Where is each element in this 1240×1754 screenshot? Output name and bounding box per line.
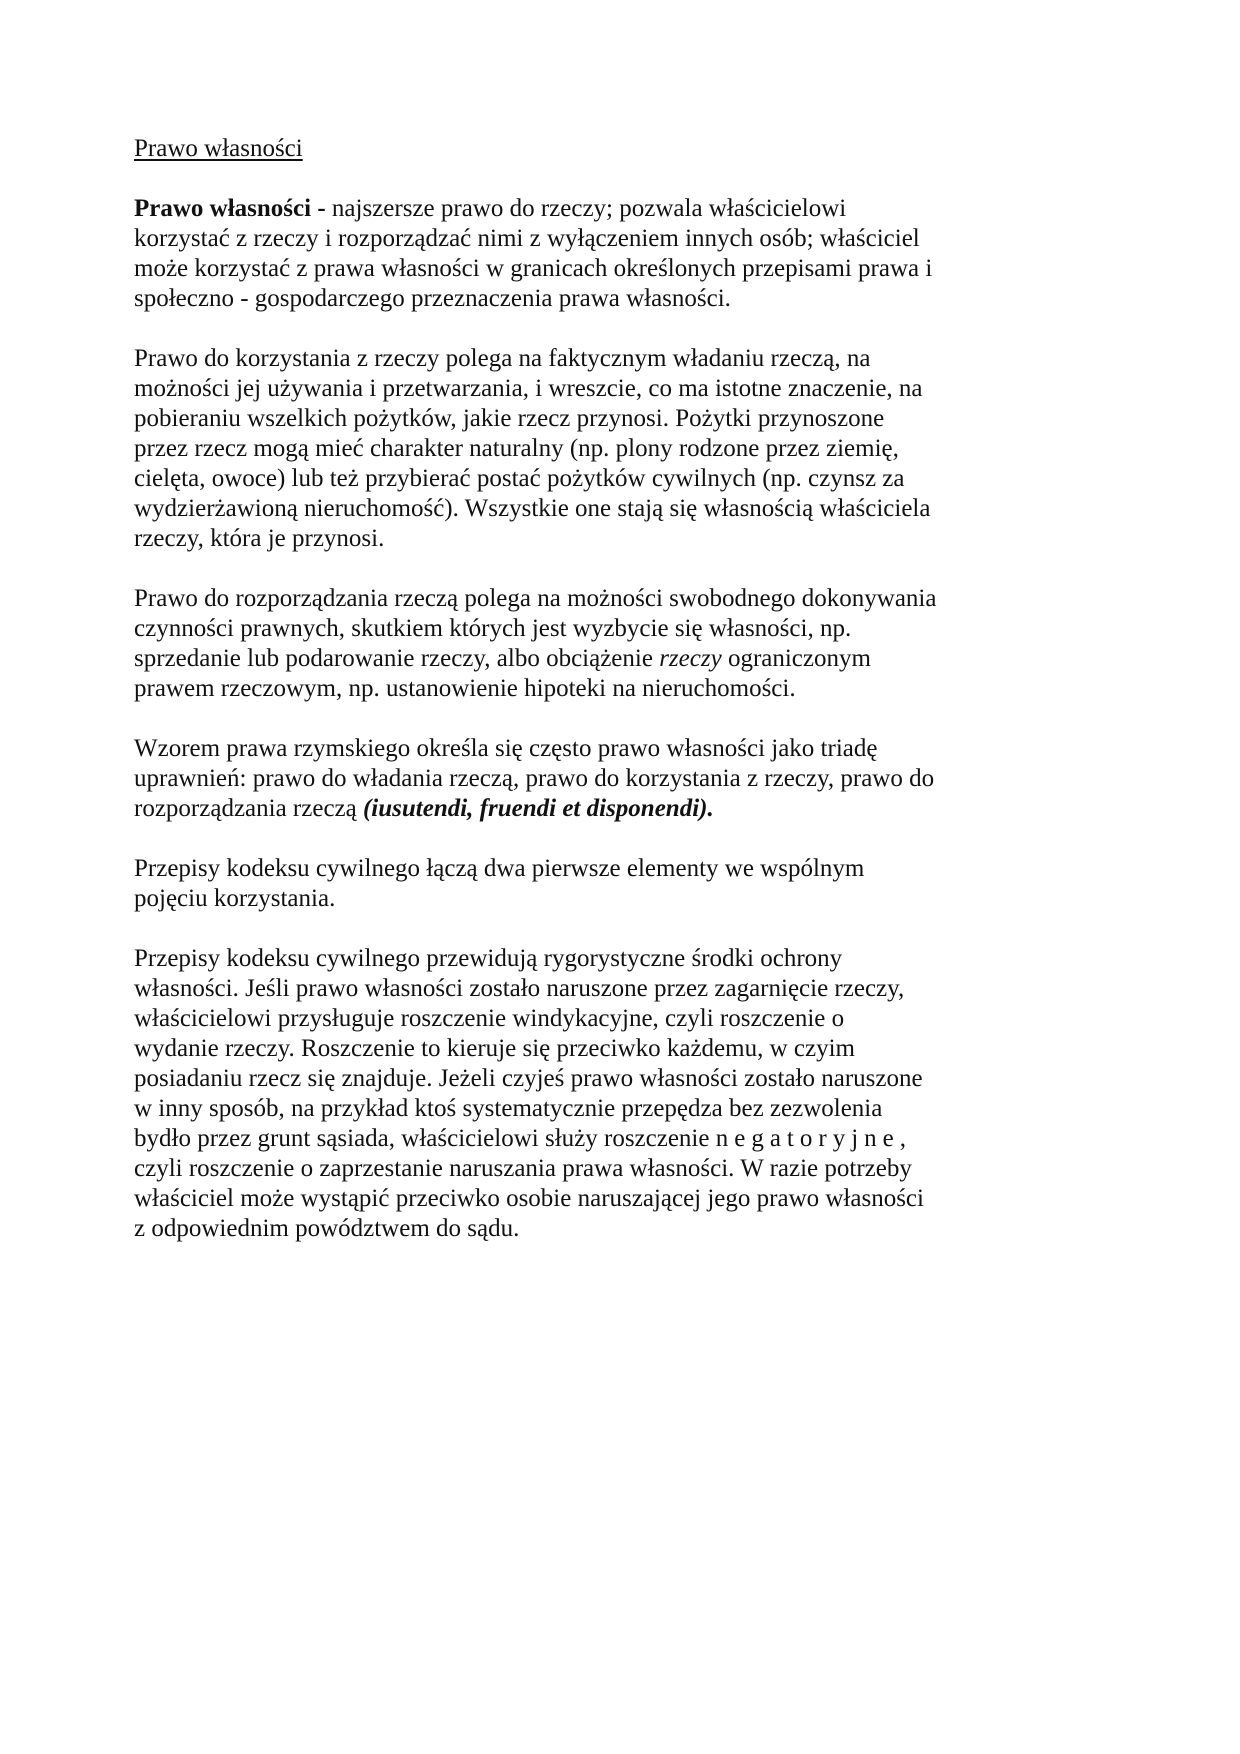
text-run: pobieraniu wszelkich pożytków, jakie rzecz przynosi. Pożytki przynoszone	[134, 405, 885, 432]
text-line	[134, 284, 1094, 314]
text-line	[134, 854, 1094, 884]
text-line	[134, 644, 1094, 674]
text-line	[134, 1124, 1094, 1154]
text-run: posiadaniu rzecz się znajduje. Jeżeli czyjeś prawo własności zostało naruszone	[134, 1065, 923, 1092]
text-run: w inny sposób, na przykład ktoś systematycznie przepędza bez zezwolenia	[134, 1095, 883, 1122]
text-line	[134, 464, 1094, 494]
text-run: uprawnień: prawo do władania rzeczą, prawo do korzystania z rzeczy, prawo do	[134, 765, 935, 792]
text-line	[134, 224, 1094, 254]
text-run: ograniczonym	[721, 645, 871, 672]
text-line	[134, 614, 1094, 644]
text-run: Przepisy kodeksu cywilnego przewidują rygorystyczne środki ochrony	[134, 945, 843, 972]
text-run: Wzorem prawa rzymskiego określa się często prawo własności jako triadę	[134, 735, 878, 762]
text-run: rzeczy, która je przynosi.	[134, 525, 385, 552]
text-line	[134, 584, 1094, 614]
text-run: cielęta, owoce) lub też przybierać postać pożytków cywilnych (np. czynsz za	[134, 465, 905, 492]
text-run: przez rzecz mogą mieć charakter naturalny (np. plony rodzone przez ziemię,	[134, 435, 899, 462]
text-line	[134, 884, 1094, 914]
text-line	[134, 944, 1094, 974]
text-run: właścicielowi przysługuje roszczenie windykacyjne, czyli roszczenie o	[134, 1005, 845, 1032]
styled-text-run: (iusutendi, fruendi et disponendi).	[362, 795, 714, 822]
paragraph-4	[134, 734, 1094, 824]
text-run: rozporządzania rzeczą	[134, 795, 363, 822]
text-run: bydło przez grunt sąsiada, właścicielowi służy roszczenie	[134, 1125, 716, 1152]
styled-text-run: rzeczy	[659, 645, 722, 672]
styled-text-run: negatoryjne	[715, 1125, 900, 1152]
text-line	[134, 974, 1094, 1004]
paragraph-1	[134, 194, 1094, 314]
document-body	[134, 194, 1094, 1244]
paragraph-6	[134, 944, 1094, 1244]
text-line	[134, 524, 1094, 554]
text-line	[134, 194, 1094, 224]
text-run: możności jej używania i przetwarzania, i wreszcie, co ma istotne znaczenie, na	[134, 375, 923, 402]
text-run: właściciel może wystąpić przeciwko osobie naruszającej jego prawo własności	[134, 1185, 924, 1212]
text-line	[134, 1154, 1094, 1184]
text-line	[134, 1094, 1094, 1124]
text-run: sprzedanie lub podarowanie rzeczy, albo obciążenie	[134, 645, 660, 672]
text-line	[134, 794, 1094, 824]
document-page	[134, 134, 1094, 1274]
text-line	[134, 1004, 1094, 1034]
text-line	[134, 254, 1094, 284]
document-title: Prawo własności	[134, 135, 303, 162]
text-run: wydanie rzeczy. Roszczenie to kieruje się przeciwko każdemu, w czyim	[134, 1035, 855, 1062]
text-line	[134, 1214, 1094, 1244]
text-run: korzystać z rzeczy i rozporządzać nimi z wyłączeniem innych osób; właściciel	[134, 225, 920, 252]
text-line	[134, 1034, 1094, 1064]
text-run: wydzierżawioną nieruchomość). Wszystkie one stają się własnością właściciela	[134, 495, 931, 522]
text-line	[134, 1064, 1094, 1094]
text-line	[134, 374, 1094, 404]
text-run: pojęciu korzystania.	[134, 885, 336, 912]
text-line	[134, 674, 1094, 704]
text-run: czynności prawnych, skutkiem których jest wyzbycie się własności, np.	[134, 615, 852, 642]
text-run: prawem rzeczowym, np. ustanowienie hipoteki na nieruchomości.	[134, 675, 796, 702]
text-run: czyli roszczenie o zaprzestanie naruszania prawa własności. W razie potrzeby	[134, 1155, 912, 1182]
paragraph-3	[134, 584, 1094, 704]
text-run: najszersze prawo do rzeczy; pozwala właścicielowi	[325, 195, 847, 222]
text-line	[134, 1184, 1094, 1214]
text-line	[134, 494, 1094, 524]
text-run: ,	[899, 1125, 906, 1152]
text-run: własności. Jeśli prawo własności zostało naruszone przez zagarnięcie rzeczy,	[134, 975, 905, 1002]
text-run: społeczno - gospodarczego przeznaczenia prawa własności.	[134, 285, 731, 312]
text-run: Prawo do korzystania z rzeczy polega na faktycznym władaniu rzeczą, na	[134, 345, 871, 372]
text-run: Przepisy kodeksu cywilnego łączą dwa pierwsze elementy we wspólnym	[134, 855, 865, 882]
text-line	[134, 734, 1094, 764]
text-line	[134, 764, 1094, 794]
styled-text-run: Prawo własności -	[134, 195, 326, 222]
text-line	[134, 344, 1094, 374]
text-run: może korzystać z prawa własności w granicach określonych przepisami prawa i	[134, 255, 933, 282]
text-line	[134, 404, 1094, 434]
paragraph-5	[134, 854, 1094, 914]
text-run: Prawo do rozporządzania rzeczą polega na możności swobodnego dokonywania	[134, 585, 937, 612]
paragraph-2	[134, 344, 1094, 554]
text-line	[134, 434, 1094, 464]
text-run: z odpowiednim powództwem do sądu.	[134, 1215, 520, 1242]
